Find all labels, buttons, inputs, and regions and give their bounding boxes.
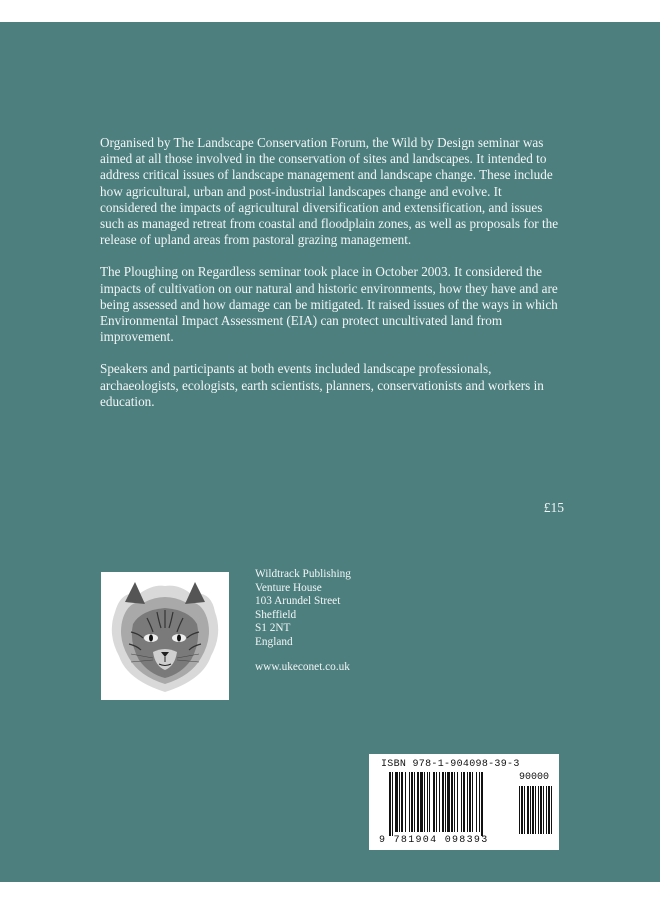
back-cover: [0, 22, 660, 882]
barcode-bar: [457, 772, 458, 832]
barcode-addon-bar: [548, 786, 550, 834]
barcode-bar: [392, 772, 393, 836]
barcode-bar: [389, 772, 391, 836]
barcode-addon-bar: [530, 786, 531, 834]
blurb-paragraph-2: The Ploughing on Regardless seminar took place in October 2003. It considered the impacts of cultivation on our natural and historic environments, how they have and are being assessed and how damage can be mitigated. It raised issues of the ways in which Environmental Impact Assessment (EIA) can protect uncultivated land from improvement.: [100, 264, 558, 345]
barcode-bar: [461, 772, 462, 832]
barcode-bar: [401, 772, 403, 832]
barcode-bar: [399, 772, 400, 832]
barcode-bar: [420, 772, 423, 832]
addon-code: 90000: [519, 772, 550, 783]
barcode-bar: [409, 772, 410, 832]
barcode-bar: [414, 772, 415, 832]
barcode-bar: [442, 772, 444, 832]
barcode-bar: [476, 772, 477, 832]
barcode-addon-bar: [540, 786, 542, 834]
barcode-bar: [472, 772, 473, 832]
barcode-bar: [405, 772, 406, 832]
barcode-addon-bar: [527, 786, 529, 834]
barcode-addon-bar: [551, 786, 552, 834]
barcode-bar: [481, 772, 483, 836]
address-city: Sheffield: [255, 608, 297, 621]
barcode-bar: [469, 772, 471, 832]
blurb-text: [100, 135, 562, 426]
wildcat-drawing-icon: [101, 572, 229, 700]
address-line-1: Venture House: [255, 581, 322, 594]
barcode-bar: [395, 772, 398, 832]
barcode-addon-bar: [543, 786, 544, 834]
barcode-addon-bar: [521, 786, 523, 834]
barcode-addon-bar: [535, 786, 536, 834]
blurb-paragraph-3: Speakers and participants at both events included landscape professionals, archaeologists, ecologists, earth scientists, planners, conservationists and workers in education.: [100, 361, 544, 409]
barcode-bar: [429, 772, 430, 832]
barcode-addon-bar: [524, 786, 525, 834]
barcode-addon-bar: [538, 786, 539, 834]
barcode-bar: [436, 772, 437, 832]
barcode-bar: [417, 772, 419, 832]
barcode-bar: [463, 772, 465, 832]
barcode-digits: 9 781904 098393: [379, 835, 489, 846]
barcode-bar: [447, 772, 450, 832]
barcode-bar: [451, 772, 453, 832]
barcode-bar: [445, 772, 446, 832]
barcode-bar: [439, 772, 440, 832]
barcode-addon-bar: [532, 786, 534, 834]
address-postcode: S1 2NT: [255, 622, 291, 635]
publisher-address: [255, 568, 455, 674]
blurb-paragraph-1: Organised by The Landscape Conservation Forum, the Wild by Design seminar was aimed at all those involved in the conservation of sites and landscapes. It intended to address critical issues of landscape management and landscape change. These include how agricultural, urban and post-industrial landscapes change and evolve. It considered the impacts of agricultural diversification and extensification, and issues such as managed retreat from coastal and floodplain zones, as well as proposals for the release of upland areas from pastoral grazing management.: [100, 135, 559, 248]
barcode-addon-bar: [546, 786, 547, 834]
address-country: England: [255, 635, 293, 648]
barcode-bar: [454, 772, 455, 832]
wildcat-illustration: [101, 572, 229, 700]
address-line-2: 103 Arundel Street: [255, 595, 341, 608]
barcode-bar: [411, 772, 413, 832]
barcode-bar: [427, 772, 428, 832]
barcode-addon-bar: [519, 786, 520, 834]
barcode-bar: [424, 772, 425, 832]
isbn-label: ISBN 978-1-904098-39-3: [381, 759, 520, 770]
publisher-website[interactable]: www.ukeconet.co.uk: [255, 660, 350, 673]
publisher-name: Wildtrack Publishing: [255, 568, 351, 580]
price-label: £15: [543, 500, 564, 515]
isbn-barcode: [369, 754, 559, 850]
barcode-bar: [433, 772, 435, 832]
barcode-bar: [479, 772, 480, 832]
barcode-bar: [467, 772, 468, 832]
